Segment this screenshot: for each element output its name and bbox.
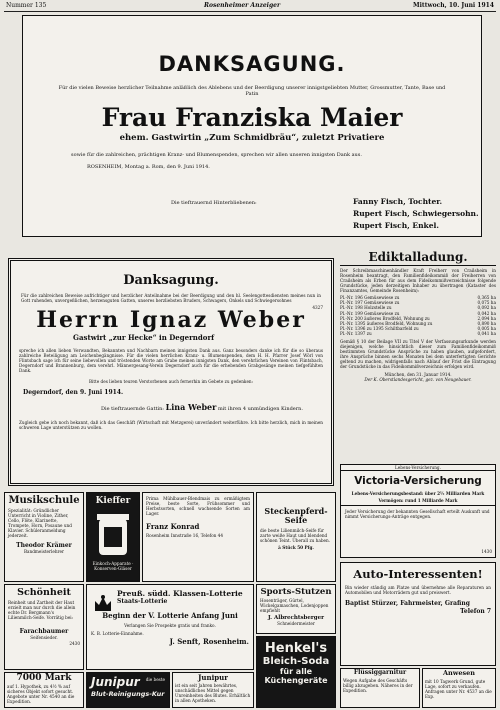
schoenheit-footer: Seifensieder. bbox=[30, 635, 58, 640]
edict-table bbox=[340, 295, 496, 337]
issue-date: Mittwoch, 10. Juni 1914 bbox=[413, 2, 494, 9]
fluessig-title: Flüssiggarnitur bbox=[353, 669, 407, 676]
victoria-title: Victoria-Versicherung bbox=[354, 475, 482, 487]
steckenpferd-price: à Stück 50 Pfg. bbox=[278, 545, 314, 550]
music-role: Bandmeisterlehrer bbox=[23, 549, 65, 554]
edict-intro: Der Schreibmaschinenhändler Kraft Freiherr von Crailsheim in Rosenheim beantragt, den Familienfideikommiß der Freiherren von Crailsheim als Erben für aus dem Fideikommißverzeichnisse folgende Grundstücke, jeden derzeitigen Inhaber zu übertragen (Kataster des Finanzamtes, Gemeinde Rosenheim): bbox=[340, 268, 496, 293]
music-school-ad bbox=[4, 492, 84, 582]
schoenheit-sign: Farachbaumer bbox=[19, 628, 69, 635]
sports-text: Hosenträger, Gürtel, Wickelgamaschen, Lodenjoppen empfiehlt bbox=[260, 598, 329, 613]
henkel-line2: Bleich-Soda bbox=[262, 656, 330, 667]
schoenheit-ad bbox=[4, 584, 84, 670]
junipur-side: die beste bbox=[145, 677, 165, 682]
junipur-title: Junipur bbox=[91, 675, 140, 689]
notice-intro: Für die zahlreichen Beweise aufrichtiger und herzlicher Anteilnahme bei der Beerdigung und den hl. Seelengottesdiensten meines nun in Gott ruhenden, unvergeßlichen, herzensguten Gatten, unseres herzliebsten Bruders, Schwagers, Onkels und Schwiegersohnes bbox=[21, 293, 321, 303]
kieffer-ad bbox=[86, 492, 140, 582]
deceased-subtitle: ehem. Gastwirtin „Zum Schmidbräu“, zuletzt Privatiere bbox=[119, 133, 385, 143]
edict-place-date: München, den 31. Januar 1914. bbox=[384, 371, 452, 377]
fluessig-text: Wegen Aufgabe des Geschäfts billig abzugeben. Näheres in der Expedition. bbox=[343, 678, 413, 693]
edict-body: Gemäß § 10 der Beilage VII zu Titel V der Verfassungsurkunde werden diejenigen, welche hinsichtlich dieser zum Familienfideikommiß bestimmten Grundstücke Ansprüche zu haben glauben, aufgefordert, ihre Ansprüche binnen sechs Monaten bei dem unterfertigten Gerichte geltend zu machen, widrigenfalls nach Ablauf der Frist die Eintragung der Grundstücke in das Fideikommißverzeichnis erfolgen wird. bbox=[340, 338, 496, 369]
mourners-label: Die tieftrauernd Hinterbliebenen: bbox=[171, 200, 257, 206]
schoenheit-text: Reinheit und Zartheit der Haut erzielt man nur durch die allein echte Dr. Bergmann's Lilienmilch-Seife. Vorrätig bei: bbox=[8, 600, 76, 620]
henkel-line1: Henkel's bbox=[264, 641, 328, 656]
mourner: Fanny Fisch, Tochter. bbox=[353, 197, 443, 206]
anwesen-title: Anwesen bbox=[442, 669, 476, 677]
victoria-label: Lebens-Versicherung. bbox=[341, 465, 495, 471]
steckenpferd-text: die beste Lilienmilch-Seife für zarte weiße Haut und blendend schönen Teint. Überall zu haben. bbox=[260, 528, 331, 543]
top-death-notice bbox=[22, 15, 482, 237]
table-row: Pl.-Nr. 196 Gemüsewiese zu 0,365 ha bbox=[340, 295, 496, 300]
table-row: Pl.-Nr. 199 Gemüsewiese zu 0,042 ha bbox=[340, 310, 496, 316]
table-row: Pl.-Nr. 1396 zu 1395 Schiltbarfeld zu 0,005 ha bbox=[340, 326, 496, 332]
sports-ad bbox=[256, 584, 336, 634]
victoria-note: Jeder Versicherung der bekannten Gesellschaft erteilt Auskunft und nimmt Versicherungs-Anträge entgegen. bbox=[345, 509, 490, 519]
lotterie-seller2: J. Senft, Rosenheim. bbox=[169, 637, 249, 646]
crown-icon bbox=[93, 593, 113, 619]
sports-title: Sports-Stutzen bbox=[260, 587, 332, 597]
notice-body: spreche ich allen lieben Verwandten, Bekannten und Nachbarn meinen innigsten Dank aus. Ganz besonders danke ich für die so überaus zahlreiche Beteiligung am Leichenbegängnisse. Für die vielen herrlichen Kranz- u. Blumenspenden, dem H. H. Pfarrer Josef Wörl von Flintsbach sage ich für seine liebevollen und tröstenden Worte am Grabe meinen innigsten Dank, den verehrlichen Vereinen von Flintsbach, Degerndorf und Brannenburg, dem verehrl. Männergesang-Verein Degerndorf auch für die erhebenden Grabgesänge meinen tiefgefühlten Dank. bbox=[19, 348, 323, 373]
second-death-notice bbox=[8, 258, 334, 486]
table-row: Pl.-Nr. 200 äußeres Brodfeld, Wohnung zu 2,094 ha bbox=[340, 315, 496, 321]
notice-thanks: sowie für die zahlreichen, prächtigen Kranz- und Blumenspenden, sprechen wir allen unseren innigsten Dank aus. bbox=[71, 152, 362, 158]
schoenheit-title: Schönheit bbox=[17, 587, 71, 598]
music-name: Theodor Krämer bbox=[16, 542, 72, 549]
junipur-ad bbox=[86, 672, 170, 708]
mourners-list bbox=[353, 196, 479, 232]
auto-phone: Telefon 7 bbox=[460, 608, 491, 615]
auto-name: Baptist Stürzer, Fahrmeister, Grafing bbox=[345, 600, 470, 607]
edict-title: Ediktalladung. bbox=[340, 250, 496, 266]
henkel-line4: Küchengeräte bbox=[264, 676, 328, 685]
victoria-code: 1430 bbox=[481, 549, 492, 554]
deceased-name: Frau Franziska Maier bbox=[101, 103, 403, 132]
anwesen-text: mit 10 Tagwerk Grund, gute Lage, sofort zu verkaufen. Anfragen unter Nr. 4537 an die Exp. bbox=[425, 679, 492, 699]
henkel-ad bbox=[256, 636, 336, 708]
lotterie-start: Beginn der V. Lotterie Anfang Juni bbox=[102, 611, 238, 620]
deceased-subtitle: Gastwirt „zur Hecke“ in Degerndorf bbox=[73, 333, 215, 342]
widow-suffix: mit ihren 4 unmündigen Kindern. bbox=[217, 406, 303, 412]
jar-icon bbox=[91, 509, 135, 559]
victoria-assets: Vermögen: rund 1 Milliarde Mark bbox=[341, 498, 495, 506]
mark-title: 7000 Mark bbox=[16, 673, 72, 683]
widow-name: Lina Weber bbox=[165, 402, 217, 412]
notice-intro: Für die vielen Beweise herzlicher Teilnahme anläßlich des Ablebens und der Beerdigung unserer innigstgeliebten Mutter, Grossmutter, Tante, Base und Patin bbox=[58, 85, 446, 97]
mourner: Rupert Fisch, Enkel. bbox=[353, 221, 439, 230]
notice-title: DANKSAGUNG. bbox=[158, 52, 346, 76]
notice-place-date: Degerndorf, den 9. Juni 1914. bbox=[23, 389, 124, 396]
konrad-address: Rosenheim Innstraße 16, Telefon 44 bbox=[146, 533, 223, 538]
junipur-sub: Blut-Reinigungs-Kur bbox=[91, 690, 165, 698]
table-row: Pl.-Nr. 198 Holzstelle zu 0,092 ha bbox=[340, 305, 496, 311]
lotterie-title: Preuß. südd. Klassen-Lotterie bbox=[117, 589, 243, 598]
widow-line bbox=[101, 402, 331, 412]
table-row: Pl.-Nr. 1395 äußeres Brodfeld, Wohnung zu 0,890 ha bbox=[340, 321, 496, 327]
sports-name: J. Albrechtsberger bbox=[267, 615, 325, 621]
music-title: Musikschule bbox=[8, 495, 80, 506]
page-header bbox=[4, 0, 496, 12]
notice-prayer: Bitte des lieben teuren Verstorbenen auch fernerhin im Gebete zu gedenken: bbox=[88, 379, 254, 384]
notice-code: 4327 bbox=[312, 305, 323, 310]
steckenpferd-ad bbox=[256, 492, 336, 582]
konrad-text: Prima Mühlbauer-Blendmais zu ermäßigtem Preise, beste Sorte, Frühsommer und Herbstsorten, schnell wachsende Sorten am Lager. bbox=[146, 496, 250, 516]
widow-label: Die tieftrauernde Gattin: bbox=[101, 406, 164, 412]
steckenpferd-title: Steckenpferd-Seife bbox=[264, 506, 328, 525]
lotterie-seller1: K. B. Lotterie-Einnahme. bbox=[91, 631, 144, 636]
edict-signature: Der K. Oberstlandesgericht, gez. von Neugebauer. bbox=[364, 376, 472, 382]
notice-footer: Zugleich gebe ich noch bekannt, daß ich das Geschäft (Wirtschaft mit Metzgerei) unverändert weiterführe. Ich bitte herzlich, mich in meinen schweren Lage unterstützen zu wollen. bbox=[19, 420, 323, 430]
kieffer-sub: Einkoch-Apparate · Konserven-Gläser bbox=[92, 561, 134, 571]
mark-text: auf 1. Hypothek, zu 4½ % auf sicheres Objekt sofort gesucht. Angebote unter Nr. 4540 an die Expedition. bbox=[7, 684, 75, 704]
auto-text: Bin wieder ständig am Platze und übernehme alle Reparaturen an Automobilen und Motorrädern gut und preiswert. bbox=[345, 585, 491, 595]
deceased-name: Herrn Ignaz Weber bbox=[36, 307, 306, 333]
konrad-ad bbox=[142, 492, 254, 582]
sports-role: Schneidermeister bbox=[277, 621, 315, 626]
music-text: Spezialität: Gründlicher Unterricht in Violine, Zither, Cello, Flöte, Klarinette, Trompete, Horn, Posaune und Klavier. Schüleranmeldung jederzeit. bbox=[8, 508, 72, 538]
junipur-info-text: ist ein seit Jahren bewährtes, unschädliches Mittel gegen Unreinheiten des Blutes. Erhältlich in allen Apotheken. bbox=[175, 683, 251, 703]
konrad-name: Franz Konrad bbox=[146, 522, 200, 531]
fluessig-ad bbox=[340, 668, 420, 708]
lotterie-text: Verlangen Sie Prospekte gratis und franko. bbox=[124, 623, 216, 628]
lotterie-ad bbox=[86, 584, 254, 670]
notice-place-date: ROSENHEIM, Montag a. Rom, den 9. Juni 1914. bbox=[87, 164, 210, 170]
auto-title: Auto-Interessenten! bbox=[353, 567, 483, 581]
issue-number: Nummer 135 bbox=[6, 2, 47, 9]
mark-ad bbox=[4, 672, 84, 708]
kieffer-title: Kieffer bbox=[95, 496, 131, 506]
victoria-ad bbox=[340, 464, 496, 558]
edict-notice bbox=[340, 250, 496, 462]
victoria-sum: Lebens-Versicherungsbestand: über 2½ Milliarden Mark bbox=[351, 491, 485, 496]
table-row: Pl.-Nr. 197 Gemüsewiese zu 0,075 ha bbox=[340, 300, 496, 306]
lotterie-sub: Staats-Lotterie bbox=[117, 598, 168, 605]
newspaper-name: Rosenheimer Anzeiger bbox=[204, 2, 281, 9]
notice-title: Danksagung. bbox=[123, 273, 219, 288]
table-row: Pl.-Nr. 1397 zu 0,041 ha bbox=[340, 331, 496, 337]
henkel-line3: für alle bbox=[279, 667, 313, 676]
schoenheit-code: 2430 bbox=[69, 641, 80, 646]
auto-ad bbox=[340, 562, 496, 666]
mourner: Rupert Fisch, Schwiegersohn. bbox=[353, 209, 479, 218]
junipur-info-ad bbox=[172, 672, 254, 708]
junipur-info-title: Junipur bbox=[198, 673, 228, 682]
anwesen-ad bbox=[422, 668, 496, 708]
